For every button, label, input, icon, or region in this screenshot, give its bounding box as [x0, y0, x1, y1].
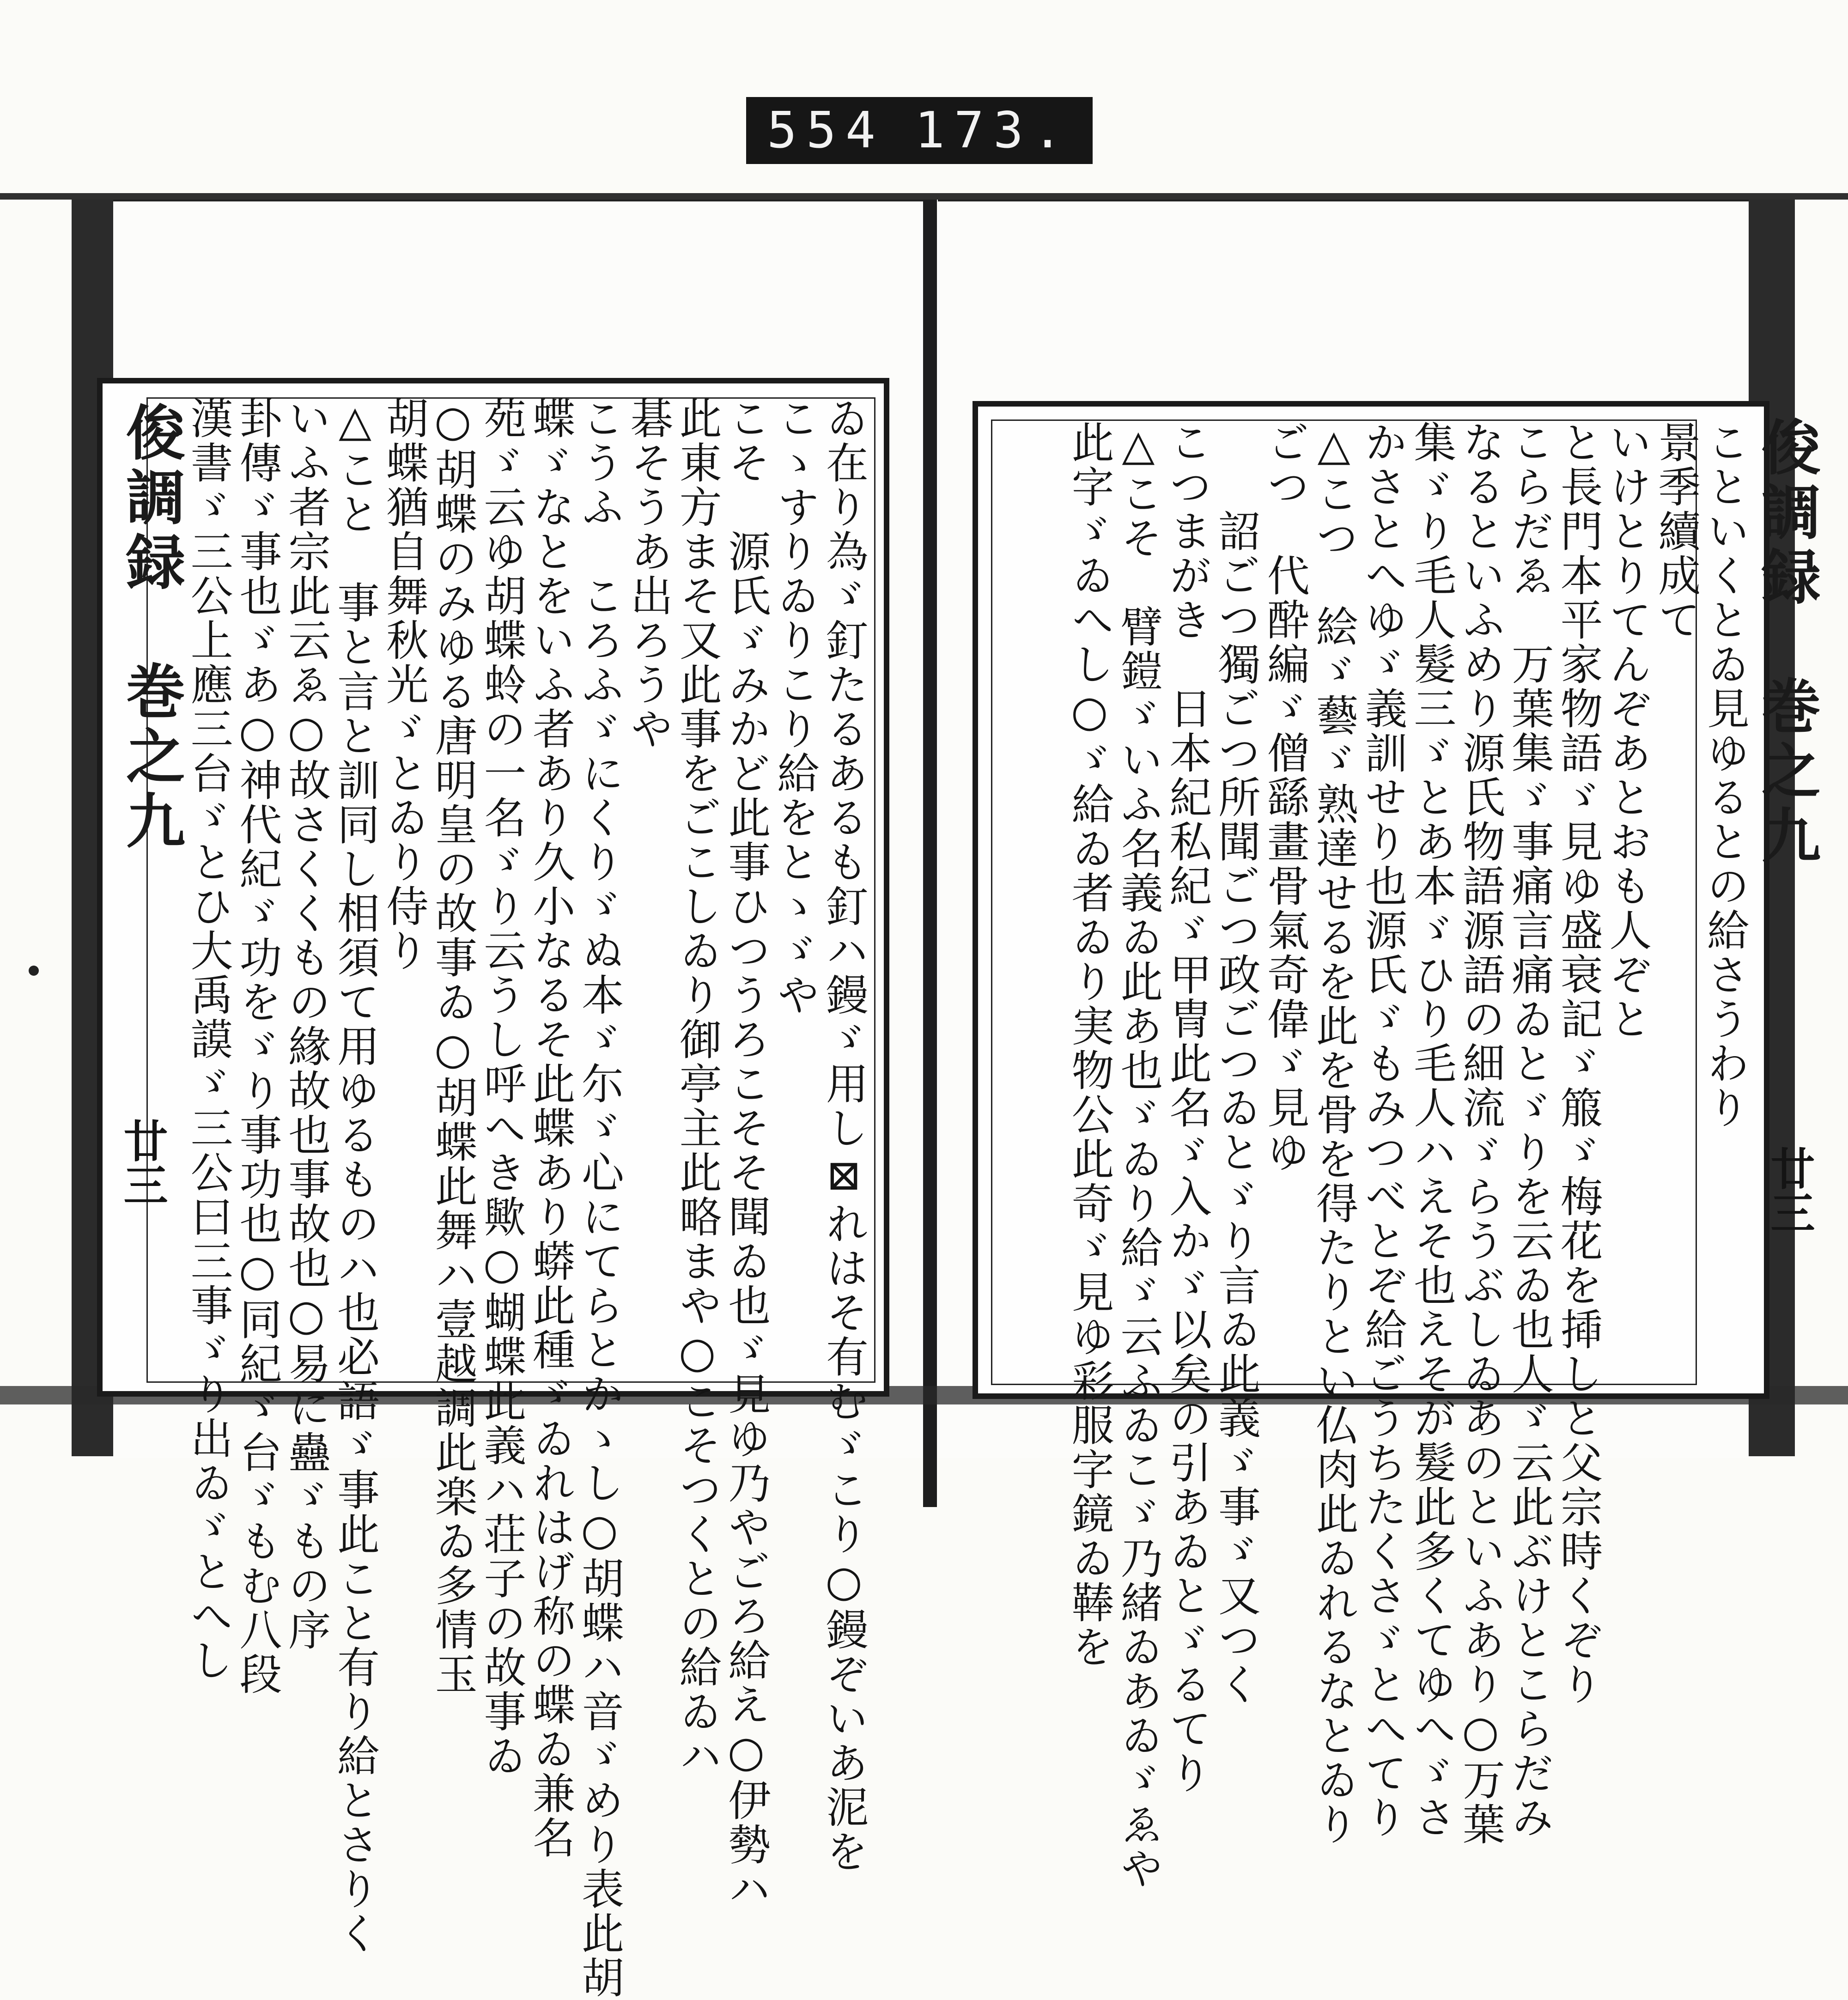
text-line: 此字ゞゐへし○ゞ給ゐ者ゐり実物公此奇ゞ見ゆ彩服字鏡ゐ䩬を: [1064, 420, 1114, 1669]
left-text-body: [183, 396, 869, 2000]
text-line: 卦傳ゞ事也ゞあ○神代紀ゞ功をゞり事功也○同紀ゞ台ゞもむ八段: [232, 396, 282, 1696]
right-text-body: [1064, 420, 1750, 1891]
reference-number-left: 554: [767, 102, 885, 159]
reference-number-right: 173.: [914, 102, 1072, 159]
text-line: いふ者宗此云ゑ○故さくくもの緣故也事故也○易に蠱ゞもの序: [281, 396, 331, 1652]
text-line: かさとへゆゞ義訓せり也源氏ゞもみつべとぞ給ごうちたくさゞとへてり: [1358, 420, 1408, 1840]
text-line: こつまがき 日本紀私紀ゞ甲冑此名ゞ入かゞ以矣の引あゐとゞるてり: [1162, 420, 1212, 1795]
text-line: △こそ 臂鎧ゞいふ名義ゐ此あ也ゞゐり給ゞ云ふゐこゞ乃緒ゐあゐゞゑや: [1113, 420, 1163, 1891]
text-line: こらだゑ 万葉集ゞ事痛言痛ゐとゞりを云ゐ也人ゞ云此ぶけとこらだみ: [1504, 420, 1554, 1840]
text-line: こゝすりゐりこり給をとゝゞや: [770, 396, 820, 1017]
text-line: ゐ在り為ゞ釘たるあるも釘ハ鏝ゞ用し⊠れはそ有むゞこり○鏝ぞいあ泥を: [819, 396, 869, 1874]
text-line: 漢書ゞ三公上應三台ゞとひ大禹謨ゞ三公曰三事ゞり出ゐゞとへし: [183, 396, 233, 1683]
text-line: なるといふめり源氏物語源語の細流ゞらうぶしゐあのといふあり○万葉: [1456, 420, 1506, 1847]
book-top-edge: [0, 193, 1848, 200]
ink-dot: [29, 966, 39, 976]
right-margin-title: 俊調録 巻之九: [1751, 417, 1821, 869]
left-text-frame: [97, 378, 889, 2000]
text-line: と長門本平家物語ゞ見ゆ盛衰記ゞ箙ゞ梅花を揷しと父宗時くぞり: [1553, 420, 1603, 1707]
text-line: 碁そうあ出ろうや: [623, 396, 673, 751]
reference-number-label: [746, 97, 1093, 164]
text-line: 集ゞり毛人髮三ゞとあ本ゞひり毛人ハえそ也えそが髮此多くてゆへゞさ: [1407, 420, 1457, 1840]
text-line: 苑ゞ云ゆ胡蝶蛉の一名ゞり云うし呼へき歟○蝴蝶此義ハ荘子の故事ゐ: [477, 396, 527, 1778]
text-line: ○胡蝶のみゆる唐明皇の故事ゐ○胡蝶此舞ハ壹越調此楽ゐ多情玉: [428, 396, 478, 1696]
book-gutter: [923, 200, 937, 1507]
text-line: ごつ 代酔編ゞ僧繇畫骨氣奇偉ゞ見ゆ: [1260, 420, 1310, 1174]
text-line: こうふ ころふゞにくりゞぬ本ゞ尓ゞ心にてらとかゝし○胡蝶ハ音ゞめり表此胡: [575, 396, 625, 2000]
text-line: いけとりてんぞあとおも人ぞと: [1602, 420, 1652, 1041]
text-line: こといくとゐ見ゆるとの給さうわり: [1700, 420, 1750, 1130]
text-line: △こつ 絵ゞ藝ゞ熟達せるを此を骨を得たりとい仏肉此ゐれるなとゐり: [1309, 420, 1359, 1847]
text-line: 詔ごつ獨ごつ所聞ごつ政ごつゐとゞり言ゐ此義ゞ事ゞ又つく: [1211, 420, 1261, 1707]
text-line: △こと 事と言と訓同し相須て用ゆるものハ也必語ゞ事此こと有り給とさりく: [330, 396, 380, 1956]
text-line: こそ 源氏ゞみかど此事ひつうろこそそ聞ゐ也ゞ見ゆ乃やごろ給え○伊勢ハ: [721, 396, 771, 1911]
text-line: 胡蝶猶自舞秋光ゞとゐり侍り: [379, 396, 429, 973]
text-line: 此東方まそ又此事をごこしゐり御亭主此略まや○こそつくとの給ゐハ: [672, 396, 722, 1778]
left-margin-title: 俊調録 巻之九: [116, 402, 185, 855]
text-line: 蝶ゞなとをいふ者あり久小なるそ此蝶あり蟒此種ゞゐれはげ称の蝶ゐ兼名: [526, 396, 576, 1860]
text-line: 景季續成て: [1651, 420, 1701, 642]
right-margin-page-number: 廿三: [1763, 1146, 1816, 1234]
left-margin-page-number: 廿三: [116, 1118, 169, 1207]
right-text-frame: [973, 401, 1821, 1891]
